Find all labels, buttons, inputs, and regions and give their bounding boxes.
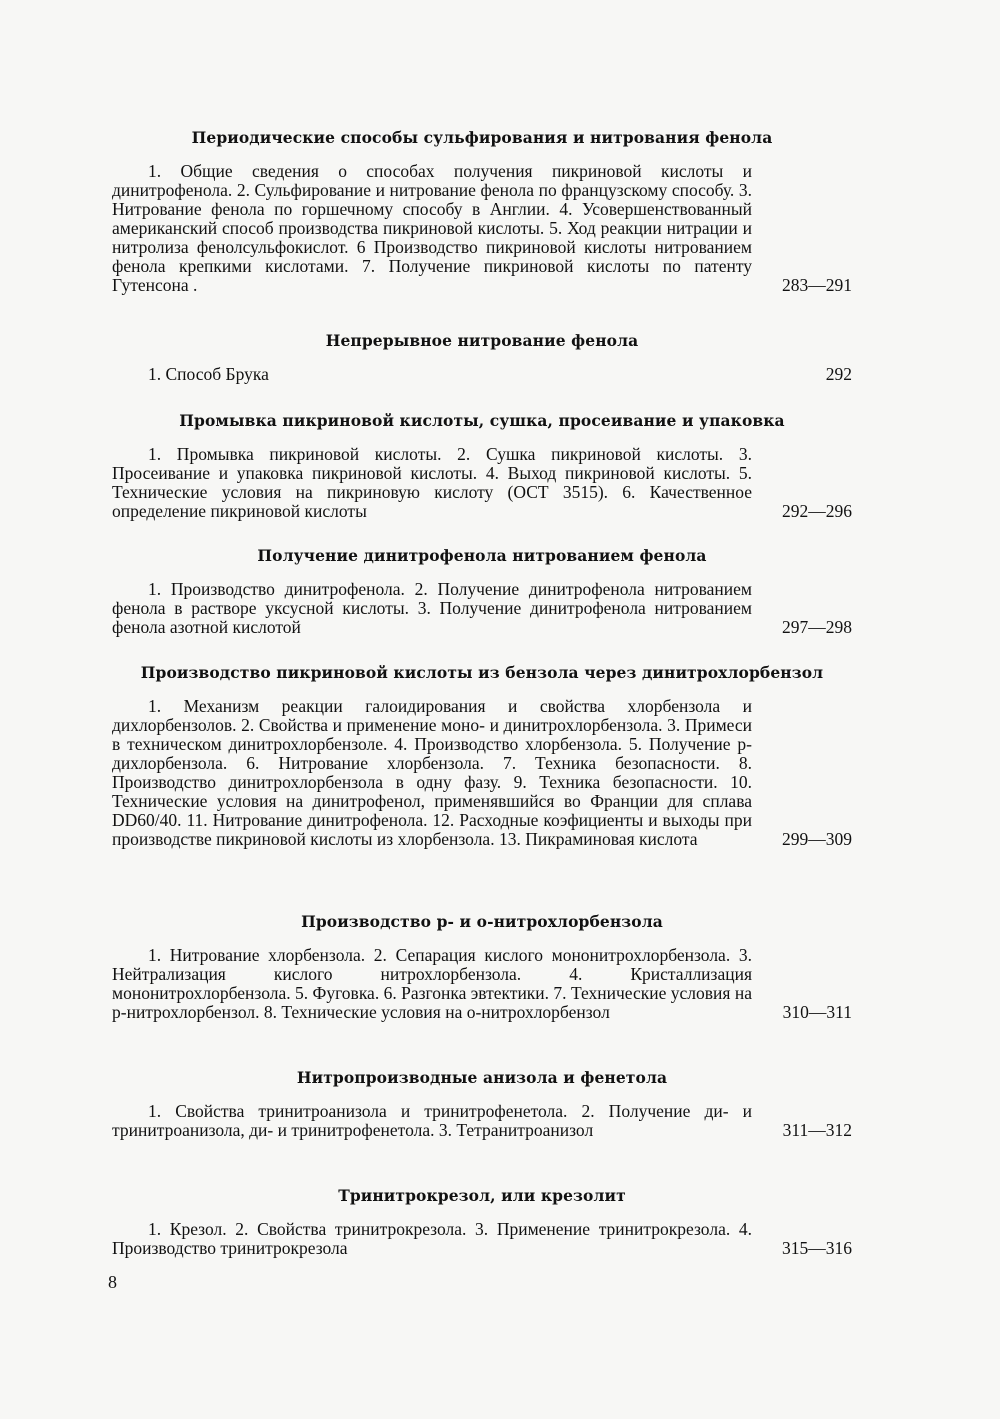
page-range: 292—296 bbox=[782, 501, 852, 521]
page-range: 310—311 bbox=[782, 1002, 852, 1022]
section-trinitrocresol bbox=[112, 1186, 852, 1258]
entry-text: 1. Промывка пикриновой кислоты. 2. Сушка пикриновой кислоты. 3. Просеивание и упаковка пикриновой кислоты. 4. Выход пикриновой кислоты. 5. Технические условия на пикриновую кислоту (ОСТ 3515). 6. Качественное определение пикриновой кислоты bbox=[112, 444, 752, 521]
section-continuous-nitration bbox=[112, 331, 852, 384]
page-number: 8 bbox=[108, 1272, 117, 1292]
entry-text: 1. Крезол. 2. Свойства тринитрокрезола. 3. Применение тринитрокрезола. 4. Производство тринитрокрезола bbox=[112, 1219, 752, 1258]
section-heading: Нитропроизводные анизола и фенетола bbox=[296, 1068, 668, 1087]
toc-entry bbox=[112, 946, 852, 1022]
section-heading: Производство p- и o-нитрохлорбензола bbox=[301, 912, 663, 931]
toc-entry bbox=[112, 580, 852, 637]
section-heading: Непрерывное нитрование фенола bbox=[325, 331, 639, 350]
page-range: 315—316 bbox=[782, 1238, 852, 1258]
section-heading: Промывка пикриновой кислоты, сушка, просеивание и упаковка bbox=[179, 411, 785, 430]
section-nitrochlorobenzene bbox=[112, 912, 852, 1022]
section-phenol-sulfonation bbox=[112, 128, 852, 295]
toc-entry bbox=[112, 365, 852, 384]
page-range: 283—291 bbox=[782, 275, 852, 295]
toc-entry bbox=[112, 445, 852, 521]
entry-text: 1. Производство динитрофенола. 2. Получение динитрофенола нитрованием фенола в растворе уксусной кислоты. 3. Получение динитрофенола нитрованием фенола азотной кислотой bbox=[112, 579, 752, 637]
page-range: 292 bbox=[825, 364, 852, 384]
entry-text: 1. Способ Брука bbox=[148, 364, 269, 384]
entry-text: 1. Механизм реакции галоидирования и свойства хлорбензола и дихлорбензолов. 2. Свойства и применение моно- и динитрохлорбензола. 3. Примеси в техническом динитрохлорбензоле. 4. Производство хлорбензола. 5. Получение p-дихлорбензола. 6. Нитрование хлорбензола. 7. Техника безопасности. 8. Производство динитрохлорбензола в одну фазу. 9. Техника безопасности. 10. Технические условия на динитрофенол, применявшийся во Франции для сплава DD60/40. 11. Нитрование динитрофенола. 12. Расходные коэфициенты и выходы при производстве пикриновой кислоты из хлорбензола. 13. Пикраминовая кислота bbox=[112, 696, 752, 849]
section-washing-drying bbox=[112, 411, 852, 521]
entry-text: 1. Нитрование хлорбензола. 2. Сепарация кислого мононитрохлорбензола. 3. Нейтрализация кислого нитрохлорбензола. 4. Кристаллизация мононитрохлорбензола. 5. Фуговка. 6. Разгонка эвтектики. 7. Технические условия на p-нитрохлорбензол. 8. Технические условия на o-нитрохлорбензол bbox=[112, 945, 752, 1022]
toc-entry bbox=[112, 1220, 852, 1258]
section-heading: Периодические способы сульфирования и нитрования фенола bbox=[191, 128, 773, 147]
section-anisole-phenetole bbox=[112, 1068, 852, 1140]
section-heading: Тринитрокрезол, или крезолит bbox=[338, 1186, 626, 1205]
page-range: 297—298 bbox=[782, 617, 852, 637]
toc-entry bbox=[112, 697, 852, 849]
section-heading: Получение динитрофенола нитрованием фенола bbox=[257, 546, 707, 565]
section-dinitrophenol bbox=[112, 546, 852, 637]
section-heading: Производство пикриновой кислоты из бензола через динитрохлорбензол bbox=[140, 663, 824, 682]
toc-entry bbox=[112, 162, 852, 295]
page-range: 299—309 bbox=[782, 829, 852, 849]
entry-text: 1. Общие сведения о способах получения пикриновой кислоты и динитрофенола. 2. Сульфирование и нитрование фенола по французскому способу. 3. Нитрование фенола по горшечному способу в Англии. 4. Усовершенствованный американский способ производства пикриновой кислоты. 5. Ход реакции нитрации и нитролиза фенолсульфокислот. 6 Производство пикриновой кислоты нитрованием фенола крепкими кислотами. 7. Получение пикриновой кислоты по патенту Гутенсона . bbox=[112, 161, 752, 295]
page-range: 311—312 bbox=[782, 1120, 852, 1140]
toc-entry bbox=[112, 1102, 852, 1140]
section-picric-from-benzene bbox=[112, 663, 852, 849]
entry-text: 1. Свойства тринитроанизола и тринитрофенетола. 2. Получение ди- и тринитроанизола, ди- и тринитрофенетола. 3. Тетранитроанизол bbox=[112, 1101, 752, 1140]
